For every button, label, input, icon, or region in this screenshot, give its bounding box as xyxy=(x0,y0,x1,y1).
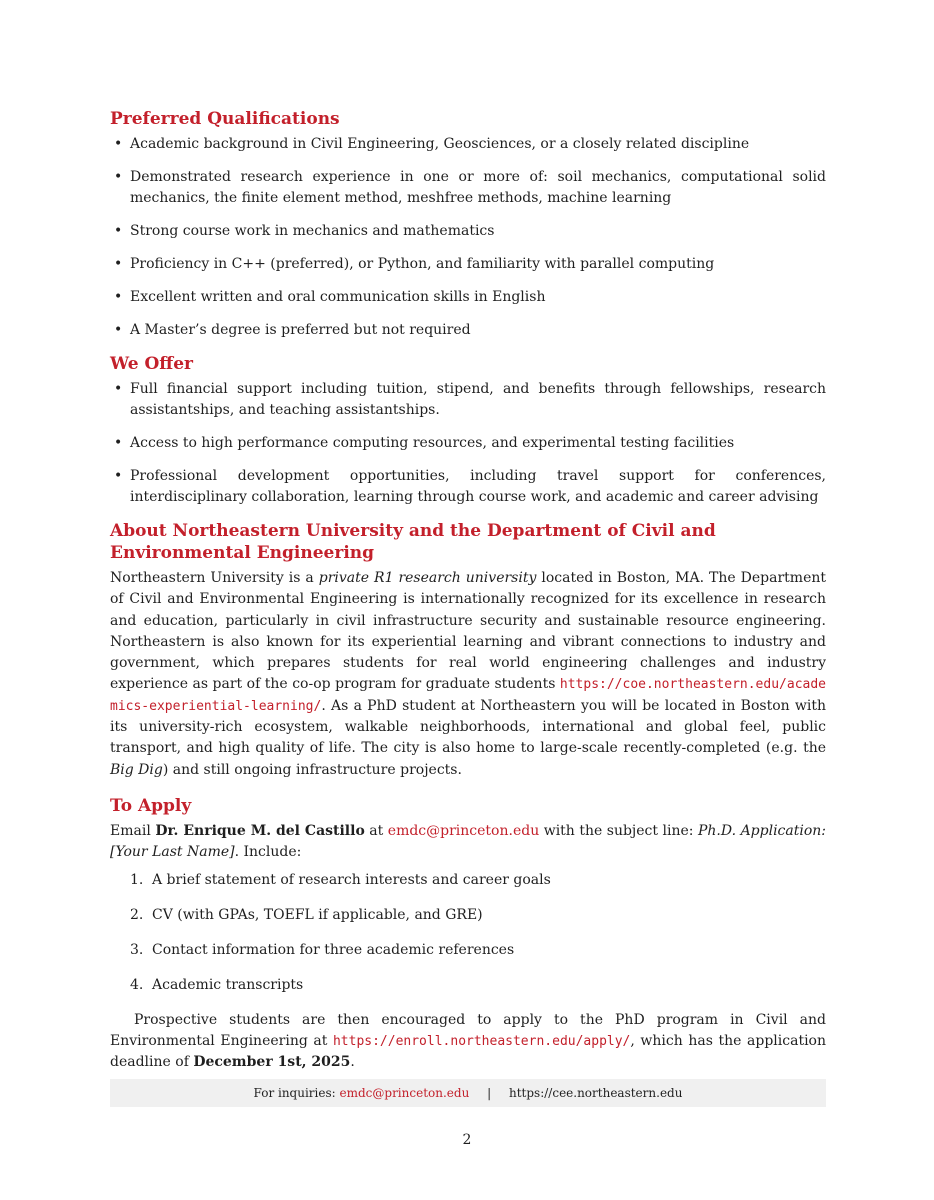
step-text: Academic transcripts xyxy=(152,976,304,993)
section-heading-offer: We Offer xyxy=(110,354,193,374)
list-item xyxy=(130,940,826,961)
footer-label: For inquiries: xyxy=(253,1086,340,1100)
list-item: • Proficiency in C++ (preferred), or Python, and familiarity with parallel computing xyxy=(110,254,826,275)
list-item xyxy=(130,870,826,891)
step-number: 4. xyxy=(130,976,144,993)
text-run: , which has the application deadline of xyxy=(110,1032,826,1071)
contact-name: Dr. Enrique M. del Castillo xyxy=(155,822,365,839)
emphasis-text: Big Dig xyxy=(110,761,163,778)
text-run: ) and still ongoing infrastructure projects. xyxy=(162,761,462,778)
about-paragraph xyxy=(110,568,826,781)
list-item: • Strong course work in mechanics and mathematics xyxy=(110,221,826,242)
offer-list xyxy=(110,379,826,508)
footer-email-link[interactable]: emdc@princeton.edu xyxy=(339,1086,470,1100)
list-item xyxy=(130,975,826,996)
text-run: with the subject line: xyxy=(539,822,698,839)
subject-line: Ph.D. Application: [Your Last Name] xyxy=(110,822,827,861)
text-run: . Include: xyxy=(234,844,302,861)
list-item: • Demonstrated research experience in one or more of: soil mechanics, computational solid mechanics, the finite element method, meshfree methods, machine learning xyxy=(110,167,826,209)
page-content xyxy=(110,108,826,1083)
section-heading-apply: To Apply xyxy=(110,795,192,816)
step-text: Contact information for three academic references xyxy=(152,941,515,958)
step-number: 2. xyxy=(130,906,144,923)
emphasis-text: private R1 research university xyxy=(318,570,537,586)
list-item xyxy=(130,905,826,926)
footer-separator: | xyxy=(487,1086,492,1100)
list-item: • Access to high performance computing resources, and experimental testing facilities xyxy=(110,433,826,454)
list-item: • Excellent written and oral communication skills in English xyxy=(110,287,826,308)
text-run: Prospective students are then encouraged to apply to the PhD program in Civil and Environmental Engineering at xyxy=(110,1011,826,1049)
apply-paragraph xyxy=(110,821,826,864)
deadline: December 1st, 2025 xyxy=(193,1054,351,1071)
list-item: • A Master’s degree is preferred but not required xyxy=(110,320,826,341)
step-number: 3. xyxy=(130,941,144,958)
footer-site-link[interactable]: https://cee.northeastern.edu xyxy=(509,1086,683,1100)
preferred-list xyxy=(110,134,826,341)
enroll-link[interactable]: https://enroll.northeastern.edu/apply/ xyxy=(332,1033,631,1049)
step-text: CV (with GPAs, TOEFL if applicable, and GRE) xyxy=(152,906,483,923)
closing-paragraph xyxy=(110,1010,826,1074)
footer-bar xyxy=(110,1079,826,1107)
section-heading-about: About Northeastern University and the Department of Civil and Environmental Engineering xyxy=(110,521,716,563)
text-run: Email xyxy=(110,822,156,839)
list-item: • Professional development opportunities, including travel support for conferences, interdisciplinary collaboration, learning through course work, and academic and career advising xyxy=(110,466,826,508)
list-item: • Academic background in Civil Engineering, Geosciences, or a closely related discipline xyxy=(110,134,826,155)
text-run: located in Boston, MA. The Department of Civil and Environmental Engineering is internationally recognized for its excellence in research and education, particularly in civil infrastructure security and sustainable resource engineering. Northeastern is also known for its experiential learning and vibrant connections to industry and government, which prepares students for real world engineering challenges and industry experience as part of the co-op program for graduate students xyxy=(110,570,826,693)
page-number: 2 xyxy=(462,1132,472,1148)
text-run: . xyxy=(350,1054,355,1071)
contact-email-link[interactable]: emdc@princeton.edu xyxy=(387,822,540,839)
step-number: 1. xyxy=(130,871,144,888)
text-run: Northeastern University is a xyxy=(110,570,319,586)
experiential-learning-link[interactable]: https://coe.northeastern.edu/academics-experiential-learning/ xyxy=(110,677,826,714)
text-run: . As a PhD student at Northeastern you will be located in Boston with its university-rich ecosystem, walkable neighborhoods, international and global feel, public transport, and high quality of life. The city is also home to large-scale recently-completed (e.g. the xyxy=(110,697,826,757)
section-heading-preferred: Preferred Qualifications xyxy=(110,109,340,129)
step-text: A brief statement of research interests and career goals xyxy=(152,871,551,888)
application-steps xyxy=(130,870,826,996)
text-run: at xyxy=(364,822,388,839)
list-item: • Full financial support including tuition, stipend, and benefits through fellowships, research assistantships, and teaching assistantships. xyxy=(110,379,826,421)
